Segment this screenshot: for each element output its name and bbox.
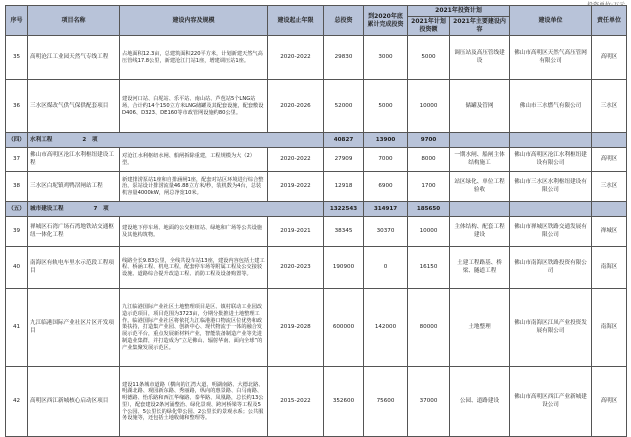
cell-name: 南海区有轨电车里水示范段工程项目: [28, 247, 120, 289]
header-seq: 序号: [6, 6, 28, 36]
cell-plan-invest: 80000: [408, 289, 450, 367]
cell-period: 2019-2021: [268, 217, 324, 247]
table-row: [6, 80, 627, 133]
cell-period: 2015-2022: [268, 367, 324, 437]
category-count: 2 项: [82, 136, 98, 143]
table-row: [6, 247, 627, 289]
cell-total: 52000: [324, 80, 364, 133]
table-row: [6, 172, 627, 202]
header-resp: 责任单位: [592, 6, 627, 36]
cell-plan-content: 站区绿化、单位工程验收: [450, 172, 510, 202]
cell-content: 建设地下停车场、地面的公交枢纽站、绿地和广场等公共设施及其他构筑物。: [120, 217, 268, 247]
cell-plan-invest: 10000: [408, 217, 450, 247]
cell-total: 600000: [324, 289, 364, 367]
cell-plan-invest: 8000: [408, 148, 450, 172]
cell-total: 190900: [324, 247, 364, 289]
cell-plan-content: 土建工程路基、桥梁、隧道工程: [450, 247, 510, 289]
table-row: [6, 367, 627, 437]
cell-resp: 南海区: [592, 247, 627, 289]
cell-plan-content: 调压站及高压管线建设: [450, 36, 510, 80]
cell-name: 九江临港国际产业社区片区开发项目: [28, 289, 120, 367]
header-plan-content: 2021年主要建设内容: [450, 17, 510, 36]
project-table: [5, 5, 627, 437]
category-name: 水利工程: [30, 136, 53, 143]
cell-by2020: 30370: [364, 217, 408, 247]
cell-unit: 佛山市高明区沧江水利枢纽建设有限公司: [510, 148, 592, 172]
cell-unit: 佛山市高明区西江产业新城建设公司: [510, 367, 592, 437]
header-plan-group: 2021年投资计划: [408, 6, 510, 17]
cell-resp: 南海区: [592, 289, 627, 367]
table-row: [6, 36, 627, 80]
cell-period: 2019-2022: [268, 172, 324, 202]
cell-plan-invest: 10000: [408, 80, 450, 133]
header-by2020: 到2020年底累计完成投资: [364, 6, 408, 36]
category-by2020: 314917: [364, 202, 408, 217]
cell-unit: 佛山市南海区江凤产业投资发展有限公司: [510, 289, 592, 367]
category-seq: （五）: [6, 202, 28, 217]
cell-by2020: 142000: [364, 289, 408, 367]
cell-name: 三水区煤改气供气保供配套项目: [28, 80, 120, 133]
cell-plan-content: 主体结构、配套工程建设: [450, 217, 510, 247]
category-name: 城市建设工程: [30, 205, 64, 212]
cell-seq: 37: [6, 148, 28, 172]
cell-resp: 三水区: [592, 172, 627, 202]
cell-unit: 佛山市三水燃气有限公司: [510, 80, 592, 133]
cell-content: 建设11条城市道路（横向的江湾大道、明湖南路、大德北路、明湖北路、观园新东路、秀丽路，纵向的惠景路、白马南路、明德路、怡乐路和西江华缘路、泰华路、凤凰路，总长约13公里），配套建设2条河涌整治、绿化景观、跨河桥梁等工程及5个公园、5公里长的绿化带公园、2公里长的景观水系；公共服务设施等，还包括土地收储和整理等。: [120, 367, 268, 437]
category-plan-invest: 185650: [408, 202, 450, 217]
cell-by2020: 5000: [364, 80, 408, 133]
category-row: [6, 133, 627, 148]
cell-unit: 佛山市南海区铁路投资有限公司: [510, 247, 592, 289]
cell-content: 对沧江水利枢纽水闸、船闸拆除重建，工程规模为大（2）型。: [120, 148, 268, 172]
cell-by2020: 75600: [364, 367, 408, 437]
cell-name: 佛山市高明区沧江水利枢纽建设工程: [28, 148, 120, 172]
cell-plan-invest: 16150: [408, 247, 450, 289]
table-row: [6, 148, 627, 172]
cell-plan-content: 公园、道路建设: [450, 367, 510, 437]
cell-resp: 禅城区: [592, 217, 627, 247]
cell-plan-content: 一期水闸、船闸主体结构施工: [450, 148, 510, 172]
cell-content: 占地面积12.3亩，总建筑面积220平方米，计划新建天然气高压管线17.8公里，新建沧江门站1座，增建调压站1座。: [120, 36, 268, 80]
cell-content: 建设河口站、白坭站、乐平站、南山站、芦苞站5个LNG站场，合计约14个150立方米LNG储罐及其配套设施，配套敷设D406、D323、DE160等市政管网设施约80公里。: [120, 80, 268, 133]
cell-plan-content: 土地整理: [450, 289, 510, 367]
cell-content: 九江临港国际产业社区土地整理项目是区、镇村联动工业园改造示范项目，项目范围为3723亩，分期分批推进土地整理工作。临港国际产业社区将依托九江临港港口物流区位优势和政策扶持，打造集产业园、创新中心、现代物流于一体的融合发展示范平台，重点发展新材料产业，智能装备制造产业等先进制造业集群，并打造成为“立足佛山、辐射华南、面向全球”的产业集聚发展示范区。: [120, 289, 268, 367]
category-seq: （四）: [6, 133, 28, 148]
cell-total: 27909: [324, 148, 364, 172]
category-count: 7 项: [93, 205, 109, 212]
cell-plan-invest: 37000: [408, 367, 450, 437]
cell-period: 2019-2028: [268, 289, 324, 367]
cell-period: 2020-2026: [268, 80, 324, 133]
cell-plan-invest: 1700: [408, 172, 450, 202]
cell-seq: 42: [6, 367, 28, 437]
category-plan-invest: 9700: [408, 133, 450, 148]
header-period: 建设起止年限: [268, 6, 324, 36]
category-name-cell: [28, 133, 324, 148]
cell-resp: 高明区: [592, 36, 627, 80]
header-unit: 建设单位: [510, 6, 592, 36]
category-total: 40827: [324, 133, 364, 148]
cell-period: 2020-2022: [268, 36, 324, 80]
cell-resp: 三水区: [592, 80, 627, 133]
category-row: [6, 202, 627, 217]
header-plan-invest: 2021年计划投资额: [408, 17, 450, 36]
header-total: 总投资: [324, 6, 364, 36]
cell-content: 线路全长9.83公里，全线共设车站13座，建设内容包括土建工程、桥涵工程、机电工程，配套停车场等附属工程及公交接驳设施、道路综合提升改造工程、消防工程及设备购置等。: [120, 247, 268, 289]
table-row: [6, 217, 627, 247]
cell-total: 12918: [324, 172, 364, 202]
cell-period: 2020-2023: [268, 247, 324, 289]
cell-unit: 佛山市三水区水利枢纽建设有限公司: [510, 172, 592, 202]
cell-by2020: 6900: [364, 172, 408, 202]
header-content: 建设内容及规模: [120, 6, 268, 36]
cell-seq: 40: [6, 247, 28, 289]
cell-name: 高明沧江工业园天然气专线工程: [28, 36, 120, 80]
cell-seq: 38: [6, 172, 28, 202]
cell-seq: 36: [6, 80, 28, 133]
cell-content: 新建排涝泵站1座和自排涵闸1座，配套对站区环境进行综合整治，泵站设计排涝流量46.88立方米/秒，装机数为4台，总装机容量4000kW，闸总净宽10米。: [120, 172, 268, 202]
category-by2020: 13900: [364, 133, 408, 148]
table-header: [6, 6, 627, 36]
cell-unit: 佛山市禅城区铁路交通发展有限公司: [510, 217, 592, 247]
category-name-cell: [28, 202, 324, 217]
cell-by2020: 7000: [364, 148, 408, 172]
cell-name: 禅城区石湾广场石湾地铁站交通枢纽一体化工程: [28, 217, 120, 247]
cell-resp: 高明区: [592, 148, 627, 172]
cell-seq: 41: [6, 289, 28, 367]
cell-total: 38345: [324, 217, 364, 247]
cell-seq: 35: [6, 36, 28, 80]
table-row: [6, 289, 627, 367]
cell-period: 2020-2022: [268, 148, 324, 172]
cell-unit: 佛山市高明区天然气高压管网有限公司: [510, 36, 592, 80]
cell-plan-invest: 5000: [408, 36, 450, 80]
cell-by2020: 3000: [364, 36, 408, 80]
cell-total: 29830: [324, 36, 364, 80]
cell-resp: 高明区: [592, 367, 627, 437]
category-total: 1322543: [324, 202, 364, 217]
cell-name: 三水区白坭镇鸡鸭滘闸站工程: [28, 172, 120, 202]
cell-seq: 39: [6, 217, 28, 247]
cell-by2020: 0: [364, 247, 408, 289]
cell-plan-content: 储罐及管网: [450, 80, 510, 133]
cell-name: 高明区西江新城核心启动区项目: [28, 367, 120, 437]
cell-total: 352600: [324, 367, 364, 437]
header-name: 项目名称: [28, 6, 120, 36]
